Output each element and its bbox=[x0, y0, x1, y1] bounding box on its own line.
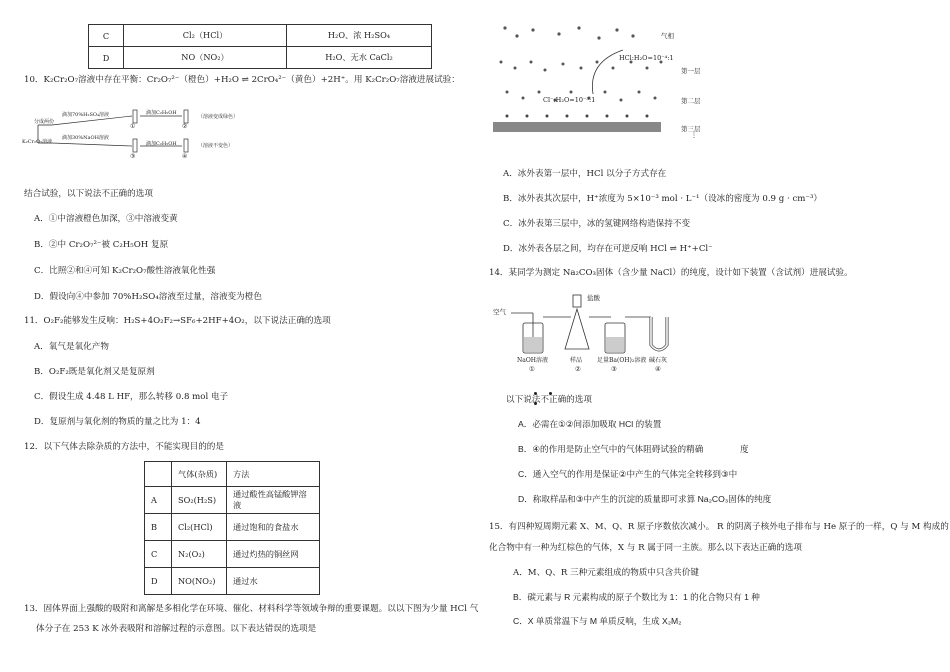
q10-option-a: A．①中溶液橙色加深，③中溶液变黄 bbox=[34, 214, 178, 224]
fig-label-layer3: 第三层 bbox=[681, 125, 701, 133]
fig-tube-3: ③ bbox=[130, 153, 136, 160]
fig-label-gas-phase: 气相 bbox=[661, 32, 674, 40]
fig-num-1: ① bbox=[529, 365, 535, 373]
fig-tube-1: ① bbox=[130, 123, 136, 130]
q15-option-a: A．M、Q、R 三种元素组成的物质中只含共价键 bbox=[513, 568, 699, 578]
fig-label-ratio1: HCl:H₂O=10⁻⁴:1 bbox=[619, 54, 674, 62]
q14-figure bbox=[493, 287, 713, 373]
table-row: D NO（NO₂） H₂O、无水 CaCl₂ bbox=[89, 47, 432, 69]
table-row: C Cl₂（HCl） H₂O、浓 H₂SO₄ bbox=[89, 25, 432, 47]
table-row: B Cl₂(HCl) 通过饱和的食盐水 bbox=[145, 514, 320, 541]
fig-label-solution: K₂Cr₂O₇溶液 bbox=[22, 139, 53, 145]
fig-label-step1: 滴加70%H₂SO₄溶液 bbox=[62, 112, 110, 118]
q13-option-a: A．冰外表第一层中，HCl 以分子方式存在 bbox=[503, 169, 667, 179]
fig-num-3: ③ bbox=[611, 365, 617, 373]
table-row: C N₂(O₂) 通过灼热的铜丝网 bbox=[145, 541, 320, 568]
q14-option-a: A．必需在①②间添加吸取 HCl 的装置 bbox=[518, 419, 662, 429]
q14-option-c: C．通入空气的作用是保证②中产生的气体完全转移到③中 bbox=[518, 469, 738, 479]
fig-label-layer1: 第一层 bbox=[681, 67, 701, 75]
fig-label-sample: 样品 bbox=[570, 357, 583, 364]
q10-figure bbox=[22, 108, 252, 166]
fig-tube-2: ② bbox=[182, 123, 188, 130]
q13-figure bbox=[493, 22, 701, 140]
fig-label-naoh: NaOH溶液 bbox=[517, 357, 548, 364]
q10-option-c: C．比照②和④可知 K₂Cr₂O₇酸性溶液氧化性强 bbox=[34, 266, 216, 276]
fig-num-4: ④ bbox=[655, 365, 661, 373]
q14-stem: 14．某同学为测定 Na₂CO₃固体（含少量 NaCl）的纯度，设计如下装置（含试剂）进展试验。 bbox=[489, 268, 853, 278]
top-table bbox=[88, 24, 432, 69]
fig-label-step4: 滴加C₂H₅OH bbox=[146, 141, 177, 147]
q12-stem: 12．以下气体去除杂质的方法中，不能实现目的的是 bbox=[24, 442, 224, 452]
fig-tube-4: ④ bbox=[182, 153, 188, 160]
fig-label-layer2: 第二层 bbox=[681, 97, 701, 105]
q15-stem-line2: 化合物中有一种为红棕色的气体，X 与 R 属于同一主族。那么以下表达正确的选项 bbox=[489, 543, 802, 553]
q11-option-a: A．氧气是氧化产物 bbox=[34, 342, 109, 352]
fig-label-acid: 盐酸 bbox=[587, 294, 600, 302]
q13-stem-line2: 体分子在 253 K 冰外表吸附和溶解过程的示意图。以下表达错误的选项是 bbox=[36, 624, 317, 634]
q10-option-b: B．②中 Cr₂O₇²⁻被 C₂H₅OH 复原 bbox=[34, 240, 169, 250]
q14-option-d: D．称取样品和③中产生的沉淀的质量即可求算 Na₂CO₃固体的纯度 bbox=[518, 494, 772, 504]
q13-option-d: D．冰外表各层之间，均存在可逆反响 HCl ⇌ H⁺+Cl⁻ bbox=[503, 244, 713, 254]
fig-label-split: 分成两份 bbox=[34, 119, 55, 125]
fig-label-dots: ⋮ bbox=[691, 132, 697, 139]
fig-label-soda-lime: 碱石灰 bbox=[649, 357, 668, 364]
fig-num-2: ② bbox=[575, 365, 581, 373]
fig-label-step3: 滴加C₂H₅OH bbox=[146, 110, 177, 116]
emphasis-dots bbox=[528, 388, 568, 391]
fig-label-ratio2: Cl⁻:H₂O=10⁻³:1 bbox=[543, 96, 596, 104]
fig-label-baoh2: 足量Ba(OH)₂溶液 bbox=[597, 357, 647, 364]
q15-stem-line1: 15．有四种短周期元素 X、M、Q、R 原子序数依次减小。 R 的阴离子核外电子排布与 He 原子的一样，Q 与 M 构成的 bbox=[489, 522, 949, 532]
fig-label-step2: 滴加30%NaOH溶液 bbox=[62, 135, 109, 141]
table-row: 气体(杂质) 方法 bbox=[145, 462, 320, 487]
table-row: D NO(NO₂) 通过水 bbox=[145, 568, 320, 595]
q11-option-b: B．O₂F₂既是氧化剂又是复原剂 bbox=[34, 367, 155, 377]
q14-lead: 以下说法不正确的选项 bbox=[506, 395, 592, 405]
fig-label-obs2: （溶液不变色） bbox=[198, 143, 234, 149]
q10-option-d: D．假设向④中参加 70%H₂SO₄溶液至过量，溶液变为橙色 bbox=[34, 292, 262, 302]
q11-option-c: C．假设生成 4.48 L HF，那么转移 0.8 mol 电子 bbox=[34, 392, 229, 402]
q15-option-b: B．碳元素与 R 元素构成的原子个数比为 1：1 的化合物只有 1 种 bbox=[513, 592, 760, 602]
table-row: A SO₂(H₂S) 通过酸性高锰酸钾溶液 bbox=[145, 487, 320, 514]
q13-stem-line1: 13．固体界面上强酸的吸附和离解是多相化学在环境、催化、材料科学等领域争辩的重要课题。以以下图为少量 HCl 气 bbox=[24, 604, 479, 614]
q13-option-c: C．冰外表第三层中，冰的氢键网络构造保持不变 bbox=[503, 219, 691, 229]
q12-table bbox=[144, 461, 320, 595]
q14-option-b-tail: 度 bbox=[740, 444, 749, 454]
q11-option-d: D．复原剂与氧化剂的物质的量之比为 1：4 bbox=[34, 417, 201, 427]
q14-option-b: B．④的作用是防止空气中的气体阻碍试验的精确 bbox=[518, 444, 704, 454]
fig-label-obs1: （溶液变成绿色） bbox=[198, 114, 239, 120]
q10-stem: 10．K₂Cr₂O₇溶液中存在平衡：Cr₂O₇²⁻（橙色）+H₂O ⇌ 2CrO₄²⁻（黄色）+2H⁺。用 K₂Cr₂O₇溶液进展试验： bbox=[24, 75, 460, 85]
q10-lead: 结合试验，以下说法不正确的选项 bbox=[24, 189, 153, 199]
q13-option-b: B．冰外表其次层中，H⁺浓度为 5×10⁻³ mol · L⁻¹（设冰的密度为 0.9 g · cm⁻³） bbox=[503, 194, 822, 204]
q15-option-c: C．X 单质常温下与 M 单质反响，生成 X₂M₂ bbox=[513, 616, 682, 626]
fig-label-air: 空气 bbox=[493, 308, 506, 316]
q11-stem: 11．O₂F₂能够发生反响：H₂S+4O₂F₂→SF₆+2HF+4O₂，以下说法正确的选项 bbox=[24, 316, 331, 326]
